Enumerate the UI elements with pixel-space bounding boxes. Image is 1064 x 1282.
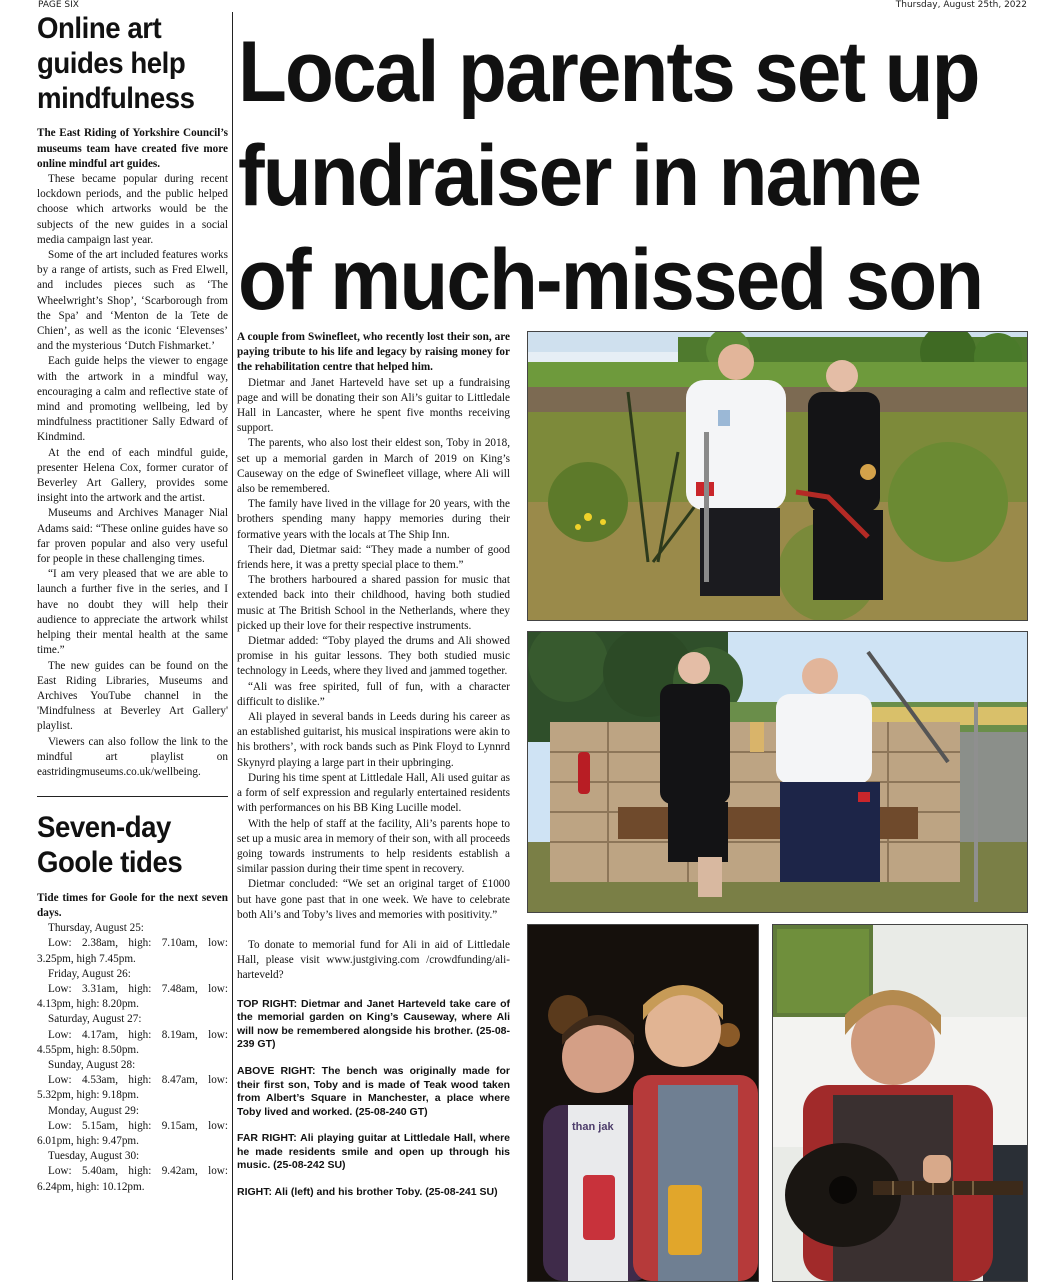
- tides-headline: Seven-day Goole tides: [37, 811, 183, 879]
- article-paragraph: Ali played in several bands in Leeds during his career as an established guitarist, his musical inspirations were akin to his brothers’, with rock bands such as Pink Floyd to Lynnrd Skynyrd playing a large part in their upbringing.: [237, 711, 510, 769]
- tide-times: Low: 2.38am, high: 7.10am, low: 3.25pm, high 7.45pm.: [37, 937, 228, 965]
- tide-day: Saturday, August 27:: [48, 1013, 142, 1026]
- article-paragraph: To donate to memorial fund for Ali in aid of Littledale Hall, please visit www.justgiving.com /crowdfunding/ali-harteveld?: [237, 938, 510, 982]
- photo-guitar: [772, 924, 1028, 1282]
- article-paragraph: Their dad, Dietmar said: “They made a number of good friends here, it was a pretty special place to them.”: [237, 543, 510, 572]
- article-paragraph: The parents, who also lost their eldest son, Toby in 2018, set up a memorial garden in March of 2019 on King’s Causeway on the edge of Swinefleet village, where Ali will also be remembered.: [237, 437, 510, 496]
- tide-day: Thursday, August 25:: [48, 922, 144, 935]
- main-article: [237, 330, 510, 1213]
- headline-line: Local parents set up: [238, 24, 979, 120]
- article-paragraph: “Ali was free spirited, full of fun, with a character difficult to dislike.”: [237, 680, 510, 708]
- article-paragraph: Dietmar and Janet Harteveld have set up a fundraising page and will be donating their son Ali’s guitar to Littledale Hall in Lancaster, where he spent five months receiving support.: [237, 376, 510, 435]
- headline-line: of much-missed son: [238, 232, 983, 328]
- article-paragraph: Each guide helps the viewer to engage with the artwork in a mindful way, encouraging a calm and reflective state of mind and promoting wellbeing, led by mindfulness practitioner Sally Edward of Kindmind.: [37, 355, 228, 444]
- article-paragraph: During his time spent at Littledale Hall, Ali used guitar as a form of self expression and regularly entertained residents with performances on his BB King Lucille model.: [237, 771, 510, 815]
- article-paragraph: The brothers harboured a shared passion for music that extended back into their childhood, having both studied music at The British School in the Netherlands, where they picked up their love for their respective instruments.: [237, 574, 510, 632]
- issue-date: Thursday, August 25th, 2022: [895, 0, 1027, 10]
- article-paragraph: Some of the art included features works by a range of artists, such as Fred Elwell, and includes pieces such as ‘The Wheelwright’s Shop’, ‘Scarborough from the Spa’ and ‘Menton de la Tete de Chien’, as well as the iconic ‘Elevenses’ and the mysterious ‘Dutch Fishmarket.’: [37, 249, 228, 353]
- tide-day: Monday, August 29:: [48, 1104, 139, 1117]
- tide-day: Sunday, August 28:: [48, 1058, 136, 1071]
- tide-times: Low: 5.40am, high: 9.42am, low: 6.24pm, high: 10.12pm.: [37, 1165, 228, 1193]
- article-paragraph: Museums and Archives Manager Nial Adams said: “These online guides have so far proven popular and also very useful for people in these challenging times.: [37, 507, 228, 566]
- tide-times: Low: 3.31am, high: 7.48am, low: 4.13pm, high: 8.20pm.: [37, 982, 228, 1011]
- photo-memorial-bench: [527, 631, 1028, 913]
- tide-times: Low: 5.15am, high: 9.15am, low: 6.01pm, high: 9.47pm.: [37, 1119, 228, 1147]
- article-paragraph: Dietmar added: “Toby played the drums and Ali showed promise in his guitar lessons. They both studied music technology in Leeds, where they lived and jammed together.: [237, 635, 510, 678]
- shirt-text: than jak: [572, 1121, 614, 1133]
- article-paragraph: Viewers can also follow the link to the mindful art playlist on eastridingmuseums.co.uk/wellbeing.: [37, 735, 228, 778]
- photo-caption: ABOVE RIGHT: The bench was originally made for their first son, Toby and is made of Teak wood taken from Albert’s Square in Manchester, a place where Toby lived and worked. (25-08-240 GT): [237, 1064, 510, 1118]
- photo-caption: FAR RIGHT: Ali playing guitar at Littledale Hall, where he made residents smile and open up through his music. (25-08-242 SU): [237, 1132, 510, 1172]
- tides-intro: Tide times for Goole for the next seven days.: [37, 891, 228, 919]
- photo-caption: TOP RIGHT: Dietmar and Janet Harteveld take care of the memorial garden on King’s Causeway, where Ali will now be remembered alongside his brother. (25-08-239 GT): [237, 997, 510, 1051]
- article-paragraph: The East Riding of Yorkshire Council’s museums team have created five more online mindful art guides.: [37, 127, 228, 170]
- article-paragraph: The family have lived in the village for 20 years, with the brothers spending many happy memories during their formative years with the locals at The Ship Inn.: [237, 498, 510, 541]
- tide-day: Tuesday, August 30:: [48, 1150, 140, 1163]
- article-paragraph: A couple from Swinefleet, who recently lost their son, are paying tribute to his life and legacy by raising money for the rehabilitation centre that helped him.: [237, 331, 510, 374]
- article-paragraph: With the help of staff at the facility, Ali’s parents hope to set up a music area in memory of their son, with all proceeds going towards instruments to help residents establish a similar passion during their time spent in recovery.: [237, 817, 510, 876]
- article-paragraph: These became popular during recent lockdown periods, and the public helped choose which artworks would be the subjects of the new guides in a social media campaign last year.: [37, 173, 228, 246]
- tides-article: [37, 891, 228, 1195]
- article-paragraph: The new guides can be found on the East Riding Libraries, Museums and Archives YouTube channel in the 'Mindfulness at Beverley Art Gallery' playlist.: [37, 659, 228, 733]
- article-paragraph: Dietmar concluded: “We set an original target of £1000 but have gone past that in one week. We have to celebrate both Ali’s and Toby’s lives and memories with positivity.”: [237, 878, 510, 921]
- photo-captions: [237, 998, 510, 1200]
- column-rule: [232, 12, 233, 1280]
- article-paragraph: “I am very pleased that we are able to launch a further five in the series, and I have no doubt they will help their audience to appreciate the artwork whilst helping their mental health at the same time.”: [37, 568, 228, 657]
- tide-times: Low: 4.53am, high: 8.47am, low: 5.32pm, high: 9.18pm.: [37, 1074, 228, 1102]
- main-headline: [238, 20, 983, 332]
- art-article: [37, 126, 228, 780]
- headline-line: fundraiser in name: [238, 128, 921, 224]
- section-divider: [37, 796, 228, 797]
- page-number: PAGE SIX: [38, 0, 79, 10]
- tide-day: Friday, August 26:: [48, 967, 131, 980]
- photo-memorial-garden: [527, 331, 1028, 621]
- article-paragraph: At the end of each mindful guide, presenter Helena Cox, former curator of Beverley Art Gallery, provides some insight into the artwork and the artist.: [37, 446, 228, 505]
- article-body: [237, 330, 510, 984]
- photo-caption: RIGHT: Ali (left) and his brother Toby. (25-08-241 SU): [237, 1186, 498, 1199]
- photo-brothers: [527, 924, 759, 1282]
- tide-times: Low: 4.17am, high: 8.19am, low: 4.55pm, high: 8.50pm.: [37, 1028, 228, 1056]
- art-headline: Online art guides help mindfulness: [37, 12, 195, 115]
- left-column: [37, 12, 228, 1195]
